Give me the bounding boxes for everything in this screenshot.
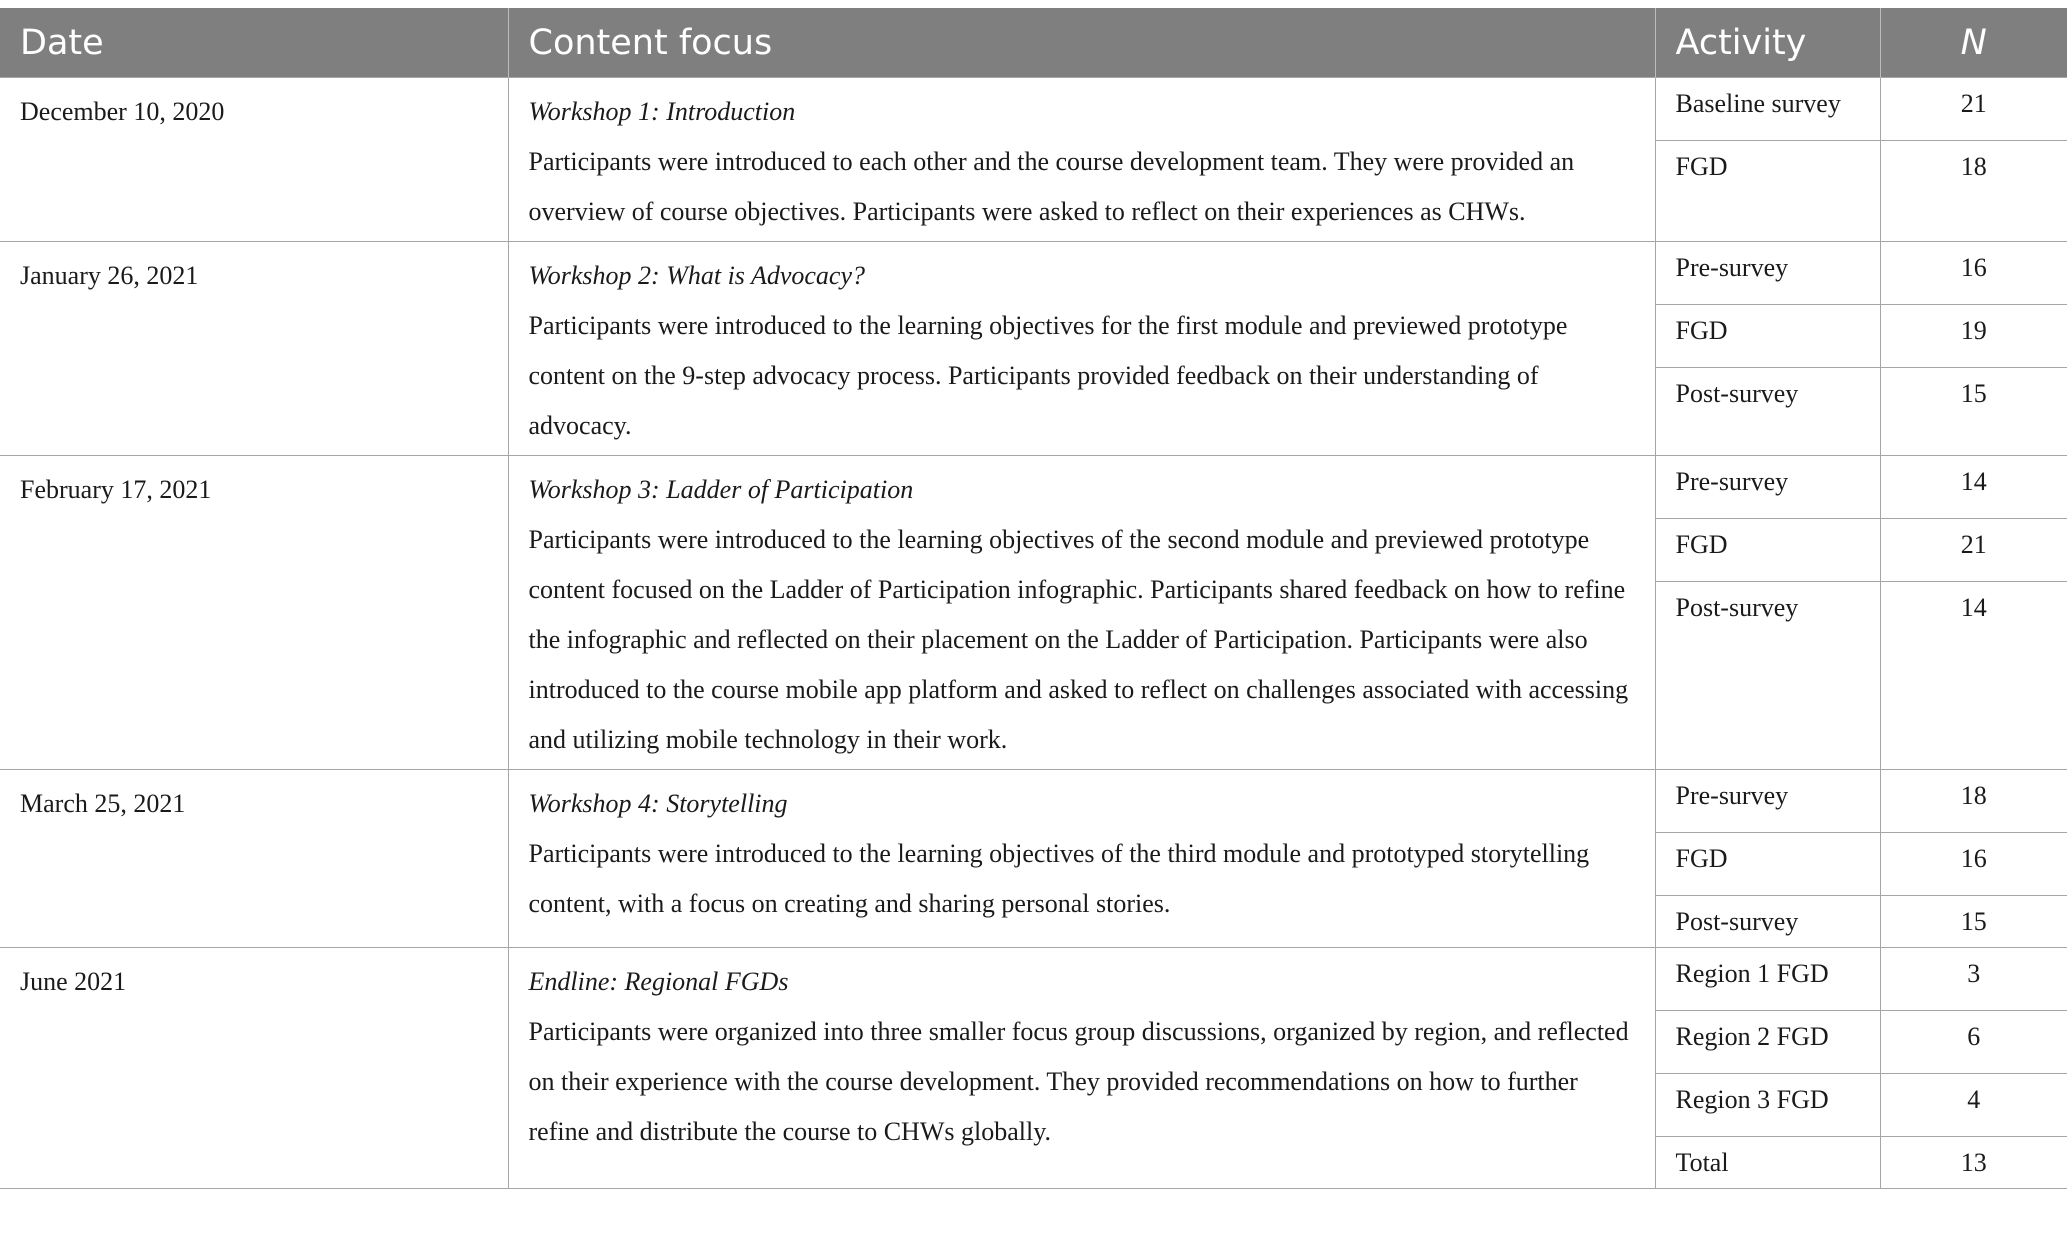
- table-row: [0, 78, 2067, 141]
- activity-cell: Region 1 FGD: [1655, 948, 1880, 1011]
- date-cell: June 2021: [0, 948, 508, 1189]
- activity-cell: Pre-survey: [1655, 242, 1880, 305]
- table-row: [0, 948, 2067, 1011]
- content-focus-cell: [508, 78, 1655, 242]
- n-cell: 15: [1880, 368, 2067, 456]
- table-row: [0, 242, 2067, 305]
- content-focus-cell: [508, 456, 1655, 770]
- n-cell: 16: [1880, 833, 2067, 896]
- workshop-title: Endline: Regional FGDs: [528, 967, 789, 996]
- n-cell: 18: [1880, 770, 2067, 833]
- workshop-table: [0, 8, 2067, 1189]
- n-cell: 18: [1880, 141, 2067, 242]
- activity-cell: FGD: [1655, 833, 1880, 896]
- activity-cell: Post-survey: [1655, 896, 1880, 948]
- table-body: [0, 78, 2067, 1189]
- workshop-title: Workshop 1: Introduction: [528, 97, 796, 126]
- n-cell: 21: [1880, 519, 2067, 582]
- header-content-focus: Content focus: [508, 8, 1655, 78]
- activity-cell: Pre-survey: [1655, 456, 1880, 519]
- content-focus-cell: [508, 948, 1655, 1189]
- workshop-description: Participants were introduced to the learning objectives of the second module and previewed prototype content focused on the Ladder of Participation infographic. Participants shared feedback on how to refine the infographic and reflected on their placement on the Ladder of Participation. Participants were also introduced to the course mobile app platform and asked to reflect on challenges associated with accessing and utilizing mobile technology in their work.: [528, 525, 1629, 754]
- workshop-description: Participants were organized into three smaller focus group discussions, organized by region, and reflected on their experience with the course development. They provided recommendations on how to further refine and distribute the course to CHWs globally.: [528, 1017, 1629, 1146]
- workshop-description: Participants were introduced to each other and the course development team. They were provided an overview of course objectives. Participants were asked to reflect on their experiences as CHWs.: [528, 147, 1575, 226]
- header-activity: Activity: [1655, 8, 1880, 78]
- workshop-description: Participants were introduced to the learning objectives of the third module and prototyped storytelling content, with a focus on creating and sharing personal stories.: [528, 839, 1590, 918]
- content-focus-cell: [508, 242, 1655, 456]
- header-row: [0, 8, 2067, 78]
- activity-cell: Baseline survey: [1655, 78, 1880, 141]
- table-row: [0, 456, 2067, 519]
- content-focus-cell: [508, 770, 1655, 948]
- activity-cell: Region 2 FGD: [1655, 1011, 1880, 1074]
- n-cell: 14: [1880, 582, 2067, 770]
- activity-cell: Post-survey: [1655, 582, 1880, 770]
- n-cell: 4: [1880, 1074, 2067, 1137]
- n-cell: 15: [1880, 896, 2067, 948]
- activity-cell: Pre-survey: [1655, 770, 1880, 833]
- date-cell: December 10, 2020: [0, 78, 508, 242]
- activity-cell: Post-survey: [1655, 368, 1880, 456]
- workshop-description: Participants were introduced to the learning objectives for the first module and previewed prototype content on the 9-step advocacy process. Participants provided feedback on their understanding of advocacy.: [528, 311, 1568, 440]
- activity-cell: FGD: [1655, 141, 1880, 242]
- workshop-title: Workshop 3: Ladder of Participation: [528, 475, 914, 504]
- workshop-title: Workshop 2: What is Advocacy?: [528, 261, 866, 290]
- date-cell: February 17, 2021: [0, 456, 508, 770]
- n-cell: 19: [1880, 305, 2067, 368]
- activity-cell: FGD: [1655, 305, 1880, 368]
- workshop-title: Workshop 4: Storytelling: [528, 789, 788, 818]
- n-cell: 21: [1880, 78, 2067, 141]
- header-n: N: [1880, 8, 2067, 78]
- date-cell: January 26, 2021: [0, 242, 508, 456]
- n-cell: 6: [1880, 1011, 2067, 1074]
- n-cell: 3: [1880, 948, 2067, 1011]
- activity-cell: Total: [1655, 1137, 1880, 1189]
- n-cell: 13: [1880, 1137, 2067, 1189]
- n-cell: 14: [1880, 456, 2067, 519]
- activity-cell: Region 3 FGD: [1655, 1074, 1880, 1137]
- date-cell: March 25, 2021: [0, 770, 508, 948]
- n-cell: 16: [1880, 242, 2067, 305]
- table-row: [0, 770, 2067, 833]
- header-date: Date: [0, 8, 508, 78]
- activity-cell: FGD: [1655, 519, 1880, 582]
